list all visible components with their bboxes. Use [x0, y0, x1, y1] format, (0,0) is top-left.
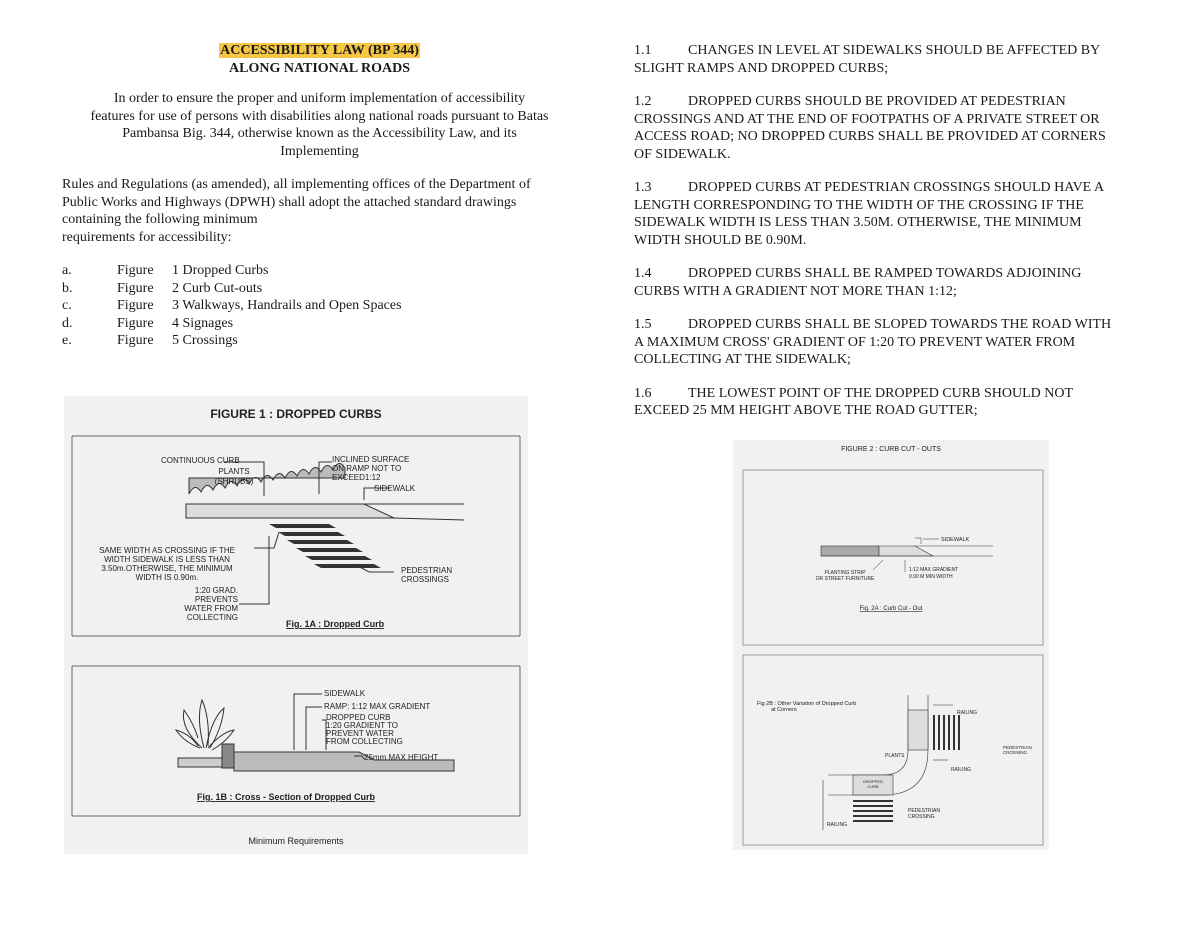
list-letter: c.	[62, 298, 72, 313]
sidewalk-label: SIDEWALK	[374, 484, 416, 493]
pedestrian-crossing-label-3: PEDESTRIAN	[908, 808, 940, 814]
para-line: THE LOWEST POINT OF THE DROPPED CURB SHOULD NOT	[688, 385, 1074, 401]
max-height-label: 25mm MAX HEIGHT	[364, 753, 439, 762]
grad-label: PREVENTS	[194, 595, 238, 604]
para-line: ACCESS ROAD; NO DROPPED CURBS SHALL BE PROVIDED AT CORNERS	[634, 129, 1106, 144]
railing-label: RAILING	[951, 767, 972, 773]
para-line: CHANGES IN LEVEL AT SIDEWALKS SHOULD BE AFFECTED BY	[688, 43, 1101, 58]
list-letter: e.	[62, 333, 72, 348]
list-figure-word: Figure	[117, 333, 154, 348]
figure-list-item	[62, 297, 577, 315]
same-width-label: WIDTH IS 0.90m.	[135, 573, 199, 582]
para-line: LENGTH CORRESPONDING TO THE WIDTH OF THE CROSSING IF THE	[634, 197, 1084, 213]
pedestrian-crossing-label-3: CROSSING	[908, 814, 935, 820]
rules-line: Rules and Regulations (as amended), all implementing offices of the Department of	[62, 177, 531, 192]
figure-1-svg	[64, 396, 528, 854]
sidewalk-label-b: SIDEWALK	[324, 689, 366, 698]
grad-label: WATER FROM	[184, 604, 238, 613]
para-line: DROPPED CURBS AT PEDESTRIAN CROSSINGS SHOULD HAVE A	[688, 180, 1105, 195]
planting-strip-label: PLANTING STRIP	[824, 570, 866, 576]
rules-line: containing the following minimum	[62, 212, 258, 227]
sidewalk-label-2: SIDEWALK	[941, 537, 970, 543]
requirement-1-3	[634, 179, 1154, 249]
caption-fig-2a: Fig. 2A : Curb Cut - Out	[859, 606, 923, 612]
para-line: SLIGHT RAMPS AND DROPPED CURBS;	[634, 60, 889, 76]
intro-line: In order to ensure the proper and uniform implementation of accessibility	[113, 91, 526, 106]
para-line: DROPPED CURBS SHALL BE RAMPED TOWARDS ADJOINING	[688, 266, 1082, 281]
grad-label: COLLECTING	[186, 613, 238, 622]
requirement-1-5	[634, 316, 1154, 369]
pedestrian-crossing-label-2: PEDESTRIAN	[1003, 745, 1032, 750]
dropped-curb-label-2: CURB	[867, 784, 879, 789]
continuous-curb-label: CONTINUOUS CURB	[161, 456, 240, 465]
figure-1-dropped-curbs	[64, 396, 528, 854]
railing-label: RAILING	[957, 710, 978, 716]
para-number: 1.1	[634, 43, 652, 58]
crossing-stripes-2	[853, 715, 960, 822]
title-line-1: ACCESSIBILITY LAW (BP 344)	[220, 43, 419, 58]
para-line: A MAXIMUM CROSS' GRADIENT OF 1:20 TO PREVENT WATER FROM	[634, 334, 1076, 350]
requirement-1-2	[634, 93, 1154, 163]
railing-label: RAILING	[827, 822, 848, 828]
list-figure-text: 3 Walkways, Handrails and Open Spaces	[172, 298, 402, 313]
title-line-2: ALONG NATIONAL ROADS	[229, 60, 410, 76]
left-column	[62, 42, 577, 350]
inclined-label: ON RAMP NOT TO	[332, 464, 402, 473]
para-number: 1.6	[634, 385, 652, 401]
para-line: CROSSINGS AND AT THE END OF FOOTPATHS OF A PRIVATE STREET OR	[634, 111, 1100, 127]
max-gradient-label: 1:12 MAX GRADIENT	[909, 567, 959, 573]
list-figure-text: 1 Dropped Curbs	[172, 263, 269, 278]
list-figure-text: 5 Crossings	[172, 333, 238, 348]
ramp-label: RAMP: 1:12 MAX GRADIENT	[324, 702, 431, 711]
para-line: DROPPED CURBS SHOULD BE PROVIDED AT PEDESTRIAN	[688, 94, 1066, 109]
requirement-1-4	[634, 265, 1154, 300]
list-figure-text: 4 Signages	[172, 315, 234, 331]
figure-1-footer: Minimum Requirements	[248, 836, 344, 846]
para-line: CURBS WITH A GRADIENT NOT MORE THAN 1:12;	[634, 283, 957, 299]
intro-line: features for use of persons with disabilities along national roads pursuant to Batas	[90, 108, 549, 124]
shrubs-icon	[189, 463, 345, 494]
pedestrian-crossing-label-2: CROSSING	[1003, 750, 1028, 755]
intro-paragraph	[62, 90, 577, 160]
grad-label: 1:20 GRAD.	[194, 586, 238, 595]
para-number: 1.3	[634, 180, 652, 195]
list-figure-word: Figure	[117, 298, 154, 313]
plants-label: PLANTS	[218, 467, 250, 476]
list-letter: a.	[62, 263, 72, 278]
same-width-label: WIDTH SIDEWALK IS LESS THAN	[104, 555, 230, 564]
para-number: 1.2	[634, 94, 652, 109]
pedestrian-crossings-label: PEDESTRIAN	[401, 566, 453, 575]
dropped-curb-label: PREVENT WATER	[326, 729, 394, 738]
figure-list-item	[62, 280, 577, 298]
list-letter: b.	[62, 280, 73, 296]
caption-fig-2b: at Corners	[771, 707, 797, 713]
plant-icon	[176, 700, 234, 750]
figure-2-svg	[733, 440, 1049, 850]
dropped-curb-label-2: DROPPED	[863, 779, 883, 784]
para-line: SIDEWALK WIDTH IS LESS THAN 3.50M. OTHERWISE, THE MINIMUM	[634, 215, 1082, 230]
figure-1-title: FIGURE 1 : DROPPED CURBS	[210, 407, 382, 421]
rules-paragraph	[62, 176, 577, 246]
list-figure-text: 2 Curb Cut-outs	[172, 280, 263, 296]
figure-list	[62, 262, 577, 350]
figure-list-item	[62, 332, 577, 350]
para-line: EXCEED 25 MM HEIGHT ABOVE THE ROAD GUTTER;	[634, 403, 978, 418]
same-width-label: 3.50m.OTHERWISE, THE MINIMUM	[101, 564, 233, 573]
requirement-1-1	[634, 42, 1154, 77]
right-column	[634, 42, 1154, 436]
document-title	[62, 42, 577, 77]
list-figure-word: Figure	[117, 280, 154, 296]
para-number: 1.5	[634, 317, 652, 332]
list-letter: d.	[62, 315, 73, 331]
para-line: OF SIDEWALK.	[634, 146, 731, 162]
dropped-curb-label: FROM COLLECTING	[326, 737, 403, 746]
caption-fig-2b: Fig 2B : Other Variation of Dropped Curb	[757, 701, 857, 707]
figure-2-title: FIGURE 2 : CURB CUT - OUTS	[841, 446, 941, 453]
shrubs-label: (SHRUBS)	[214, 477, 254, 486]
figure-2-curb-cut-outs	[733, 440, 1049, 850]
inclined-label: EXCEED1:12	[332, 473, 381, 482]
pedestrian-crossings-label: CROSSINGS	[401, 575, 450, 584]
para-number: 1.4	[634, 266, 652, 281]
inclined-label: INCLINED SURFACE	[332, 455, 410, 464]
rules-line: requirements for accessibility:	[62, 229, 232, 245]
caption-fig-1a: Fig. 1A : Dropped Curb	[286, 619, 385, 629]
planting-strip-label: OR STREET FURNITURE	[815, 576, 875, 582]
para-line: WIDTH SHOULD BE 0.90M.	[634, 232, 807, 248]
dropped-curb-label: 1:20 GRADIENT TO	[326, 721, 399, 730]
pedestrian-crossing-stripes	[269, 524, 381, 568]
figure-list-item	[62, 315, 577, 333]
dropped-curb-label: DROPPED CURB	[326, 713, 391, 722]
para-line: DROPPED CURBS SHALL BE SLOPED TOWARDS THE ROAD WITH	[688, 317, 1112, 332]
same-width-label: SAME WIDTH AS CROSSING IF THE	[99, 546, 235, 555]
para-line: COLLECTING AT THE SIDEWALK;	[634, 352, 851, 367]
requirement-1-6	[634, 385, 1154, 420]
caption-fig-1b: Fig. 1B : Cross - Section of Dropped Curb	[196, 792, 376, 802]
figure-list-item	[62, 262, 577, 280]
rules-line: Public Works and Highways (DPWH) shall adopt the attached standard drawings	[62, 194, 517, 210]
intro-line: Pambansa Big. 344, otherwise known as the Accessibility Law, and its	[122, 126, 517, 141]
plants-label-2: PLANTS	[885, 753, 905, 759]
min-width-label: 0.90 M MIN WIDTH	[909, 574, 953, 580]
list-figure-word: Figure	[117, 263, 154, 278]
list-figure-word: Figure	[117, 315, 154, 331]
intro-line: Implementing	[280, 143, 359, 159]
